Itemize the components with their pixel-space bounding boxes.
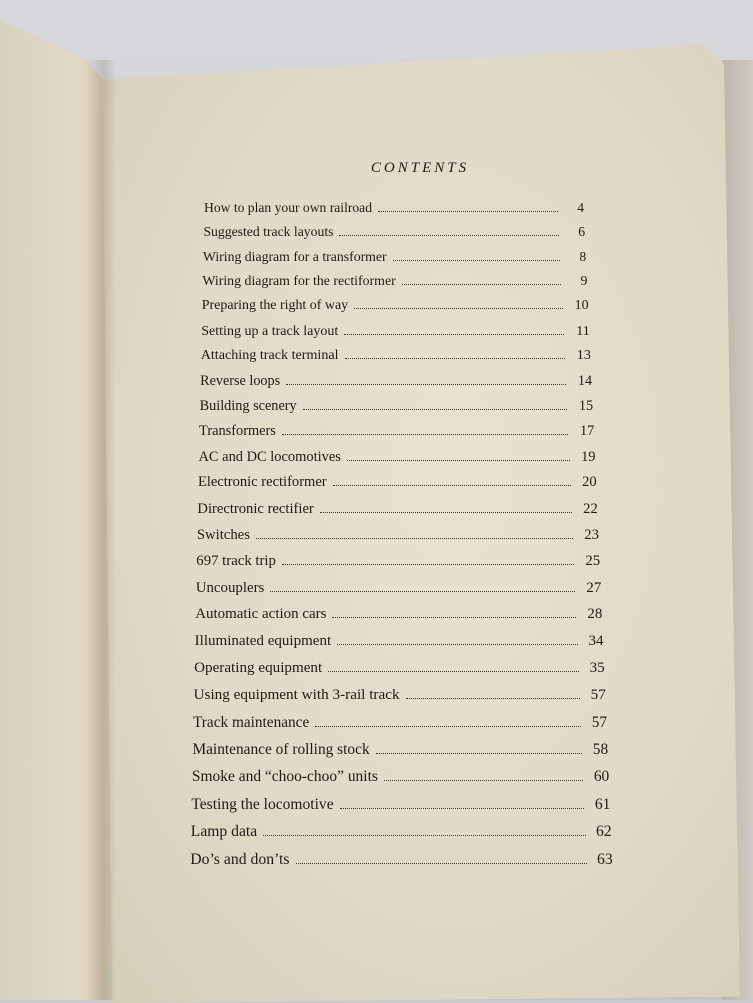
toc-entry: [197, 522, 599, 548]
dot-leader: [406, 698, 580, 699]
dot-leader: [354, 308, 562, 309]
dot-leader: [282, 434, 568, 435]
toc-entry: [200, 369, 592, 394]
toc-entry-page: 62: [595, 823, 612, 841]
toc-entry: [200, 394, 594, 419]
dot-leader: [282, 564, 574, 565]
toc-entry-title: Electronic rectiformer: [197, 474, 327, 491]
toc-entry-page: 35: [589, 659, 605, 676]
toc-entry: [190, 846, 613, 874]
toc-entry-title: Operating equipment: [194, 659, 323, 676]
toc-entry-title: Transformers: [199, 423, 276, 440]
toc-entry-page: 11: [576, 322, 590, 339]
toc-entry: [196, 575, 602, 601]
toc-entry-title: AC and DC locomotives: [198, 448, 341, 465]
dot-leader: [333, 485, 571, 486]
toc-entry-title: Smoke and “choo-choo” units: [191, 768, 378, 786]
toc-entry-page: 57: [591, 713, 607, 731]
book-gutter: [86, 60, 116, 1000]
toc-entry-page: 4: [577, 200, 584, 215]
toc-entry: [192, 763, 609, 791]
toc-entry-title: Directronic rectifier: [197, 501, 314, 518]
toc-entry: [201, 343, 591, 368]
dot-leader: [378, 211, 558, 212]
dot-leader: [345, 358, 565, 359]
toc-entry: [199, 419, 594, 445]
toc-entry-title: Preparing the right of way: [201, 297, 349, 313]
toc-entry-page: 28: [587, 606, 603, 623]
toc-entry-page: 23: [584, 527, 599, 544]
dot-leader: [339, 235, 559, 236]
toc-entry-title: Wiring diagram for the rectiformer: [202, 273, 396, 289]
dot-leader: [384, 780, 583, 781]
dot-leader: [328, 671, 578, 672]
toc-entry: [203, 245, 586, 270]
dot-leader: [296, 863, 587, 864]
toc-entry-page: 14: [577, 372, 593, 389]
toc-entry-title: Automatic action cars: [195, 606, 327, 623]
dot-leader: [263, 835, 585, 836]
toc-entry-title: Do’s and don’ts: [190, 851, 290, 868]
toc-entry-page: 27: [586, 579, 602, 596]
toc-entry-page: 57: [590, 686, 606, 704]
toc-entry-title: Setting up a track layout: [201, 322, 339, 339]
toc-entry-page: 17: [579, 423, 595, 440]
toc-entry-title: How to plan your own railroad: [204, 200, 372, 215]
dot-leader: [347, 460, 570, 461]
toc-entry-page: 63: [597, 851, 613, 868]
toc-entry: [197, 496, 597, 522]
toc-entry: [191, 818, 612, 846]
toc-entry-page: 20: [582, 474, 597, 491]
dot-leader: [332, 617, 576, 618]
toc-entry: [204, 196, 584, 220]
dot-leader: [393, 260, 561, 261]
toc-entry-title: Uncouplers: [195, 579, 265, 596]
dot-leader: [376, 753, 582, 754]
toc-entry-page: 8: [579, 248, 587, 264]
toc-entry-title: Switches: [196, 527, 250, 544]
toc-entry: [201, 319, 590, 344]
toc-entry: [202, 294, 589, 319]
toc-entry-page: 6: [578, 224, 586, 240]
toc-entry-title: Building scenery: [199, 397, 297, 414]
toc-entry: [196, 548, 600, 574]
toc-entry-page: 34: [588, 632, 604, 649]
toc-entry: [194, 655, 605, 682]
toc-entry: [202, 269, 587, 294]
dot-leader: [340, 808, 585, 809]
contents-title: CONTENTS: [370, 160, 470, 176]
dot-leader: [256, 538, 573, 539]
toc-entry: [194, 681, 606, 708]
toc-entry-title: Testing the locomotive: [191, 795, 334, 813]
toc-entry-title: Suggested track layouts: [203, 224, 334, 240]
toc-entry: [195, 601, 602, 628]
dot-leader: [344, 334, 563, 335]
toc-entry-page: 13: [576, 347, 591, 364]
toc-entry: [203, 220, 585, 244]
toc-entry-title: Maintenance of rolling stock: [192, 740, 370, 758]
toc-entry: [195, 628, 604, 655]
toc-entry-title: Track maintenance: [193, 713, 310, 731]
toc-entry-title: Attaching track terminal: [200, 347, 339, 364]
dot-leader: [320, 512, 572, 513]
dot-leader: [270, 591, 575, 592]
toc-entry-title: 697 track trip: [196, 553, 276, 570]
toc-entry: [192, 736, 608, 763]
toc-entry-page: 22: [583, 501, 598, 518]
dot-leader: [303, 409, 568, 410]
toc-entry: [191, 791, 610, 819]
toc-entry-title: Using equipment with 3-rail track: [193, 686, 400, 704]
toc-entry-page: 60: [593, 768, 610, 786]
toc-entry-page: 25: [585, 553, 601, 570]
toc-entry: [193, 709, 607, 736]
toc-entry-title: Reverse loops: [200, 372, 281, 389]
toc-entry-page: 10: [574, 297, 589, 313]
dot-leader: [286, 384, 566, 385]
toc-entry-page: 61: [594, 795, 611, 813]
toc-entry-page: 19: [581, 448, 596, 465]
toc-entry-title: Wiring diagram for a transformer: [202, 248, 387, 264]
toc-entry-page: 15: [578, 397, 594, 414]
toc-entry-title: Illuminated equipment: [194, 632, 332, 649]
toc-entry-page: 58: [592, 740, 609, 758]
toc-entry: [199, 445, 596, 471]
toc-entry: [198, 470, 597, 496]
dot-leader: [402, 284, 562, 285]
table-of-contents: [190, 160, 640, 874]
toc-entry-title: Lamp data: [190, 823, 258, 841]
dot-leader: [337, 644, 577, 645]
dot-leader: [315, 726, 581, 727]
toc-list: [190, 196, 640, 874]
toc-entry-page: 9: [580, 273, 588, 289]
